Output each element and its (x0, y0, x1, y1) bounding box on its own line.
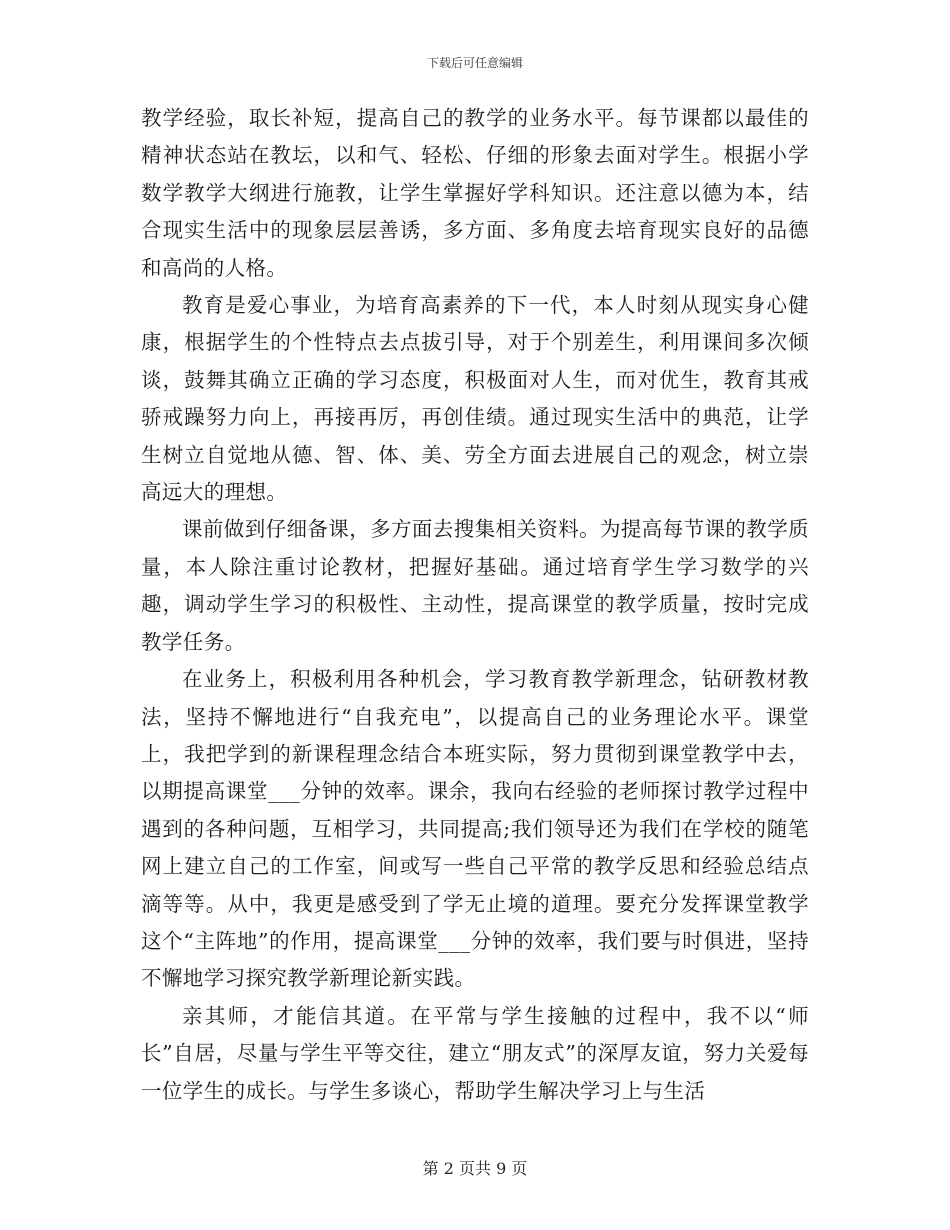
paragraph-3: 课前做到仔细备课，多方面去搜集相关资料。为提高每节课的教学质量，本人除注重讨论教材，把握好基础。通过培育学生学习数学的兴趣，调动学生学习的积极性、主动性，提高课堂的教学质量，按时完成教学任务。 (141, 517, 809, 654)
paragraph-4: 在业务上，积极利用各种机会，学习教育教学新理念，钻研教材教法，坚持不懈地进行“自我充电”，以提高自己的业务理论水平。课堂上，我把学到的新课程理念结合本班实际，努力贯彻到课堂教学中去，以期提高课堂___分钟的效率。课余，我向右经验的老师探讨教学过程中遇到的各种问题，互相学习，共同提高;我们领导还为我们在学校的随笔网上建立自己的工作室，间或写一些自己平常的教学反思和经验总结点滴等等。从中，我更是感受到了学无止境的道理。要充分发挥课堂教学这个“主阵地”的作用，提高课堂___分钟的效率，我们要与时俱进，坚持不懈地学习探究教学新理论新实践。 (141, 667, 809, 991)
document-body (141, 100, 809, 1110)
paragraph-1: 教学经验，取长补短，提高自己的教学的业务水平。每节课都以最佳的精神状态站在教坛，以和气、轻松、仔细的形象去面对学生。根据小学数学教学大纲进行施教，让学生掌握好学科知识。还注意以德为本，结合现实生活中的现象层层善诱，多方面、多角度去培育现实良好的品德和高尚的人格。 (141, 106, 809, 280)
page-header: 下载后可任意编辑 (426, 56, 523, 70)
paragraph-5: 亲其师，才能信其道。在平常与学生接触的过程中，我不以“师长”自居，尽量与学生平等交往，建立“朋友式”的深厚友谊，努力关爱每一位学生的成长。与学生多谈心，帮助学生解决学习上与生活 (141, 1003, 809, 1103)
page-footer: 第 2 页共 9 页 (422, 1159, 528, 1178)
paragraph-2: 教育是爱心事业，为培育高素养的下一代，本人时刻从现实身心健康，根据学生的个性特点去点拔引导，对于个别差生，利用课间多次倾谈，鼓舞其确立正确的学习态度，积极面对人生，而对优生，教育其戒骄戒躁努力向上，再接再厉，再创佳绩。通过现实生活中的典范，让学生树立自觉地从德、智、体、美、劳全方面去进展自己的观念，树立崇高远大的理想。 (141, 293, 809, 505)
